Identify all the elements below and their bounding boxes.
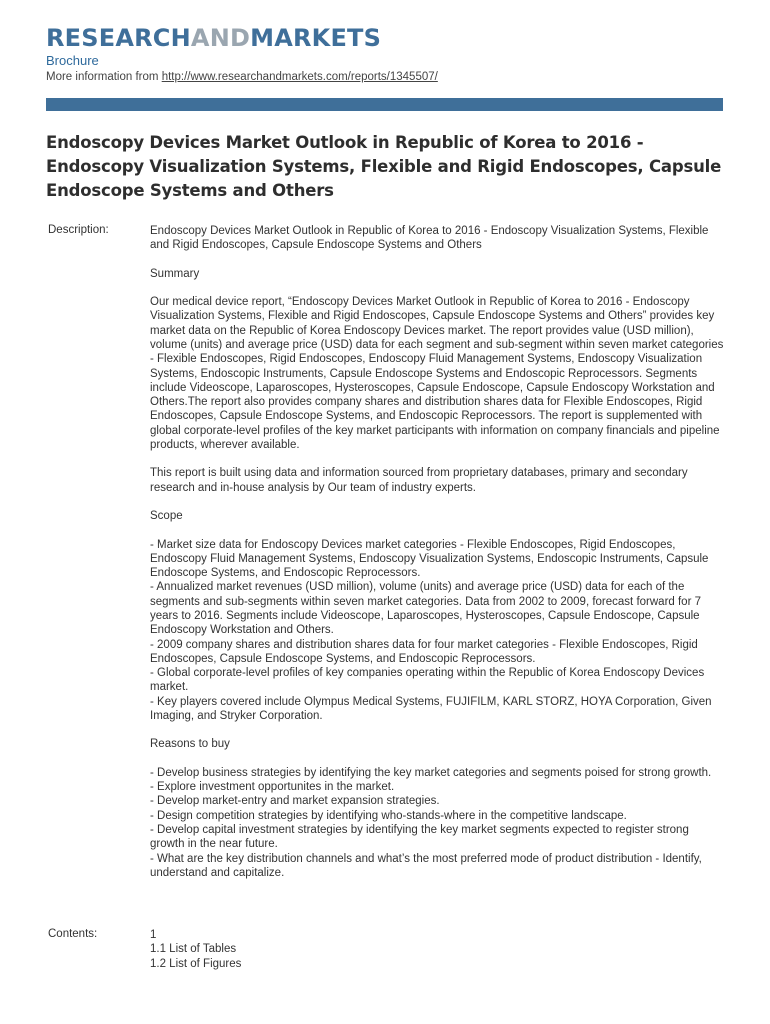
contents-label: Contents: <box>48 928 98 940</box>
scope-item: - Key players covered include Olympus Medical Systems, FUJIFILM, KARL STORZ, HOYA Corporation, Given Imaging, and Stryker Corporation. <box>150 695 712 723</box>
reason-item: - Develop market-entry and market expansion strategies. <box>150 795 440 808</box>
description-body <box>150 224 724 894</box>
description-label: Description: <box>48 224 109 236</box>
summary-text: Our medical device report, “Endoscopy Devices Market Outlook in Republic of Korea to 2016 - Endoscopy Visualization Systems, Flexible and Rigid Endoscopes, Capsule Endoscope Systems and Others” provides key market data on the Republic of Korea Endoscopy Devices market. The report provides value (USD million), volume (units) and average price (USD) data for each segment and sub-segment within seven market categories - Flexible Endoscopes, Rigid Endoscopes, Endoscopy Fluid Management Systems, Endoscopy Visualization Systems, Endoscopic Instruments, Capsule Endoscope Systems and Endoscopic Reprocessors. Segments include Videoscope, Laparoscopes, Hysteroscopes, Capsule Endoscope, Capsule Endoscopy Workstation and Others.The report also provides company shares and distribution shares data for Flexible Endoscopes, Rigid Endoscopes, Capsule Endoscope Systems, and Endoscopic Reprocessors. The report is supplemented with global corporate-level profiles of the key market participants with information on company financials and pipeline products, wherever available. <box>150 296 724 452</box>
scope-heading: Scope <box>150 510 183 523</box>
logo-research: RESEARCH <box>46 24 191 52</box>
reason-item: - Explore investment opportunites in the market. <box>150 781 395 794</box>
contents-item: 1 <box>150 929 157 941</box>
page-title: Endoscopy Devices Market Outlook in Republic of Korea to 2016 - Endoscopy Visualization Systems, Flexible and Rigid Endoscopes, Capsule Endoscope Systems and Others <box>46 133 722 200</box>
more-info-prefix: More information from <box>46 71 162 83</box>
contents-list <box>150 928 724 971</box>
reason-item: - Design competition strategies by identifying who-stands-where in the competitive landscape. <box>150 809 627 822</box>
scope-item: - Market size data for Endoscopy Devices market categories - Flexible Endoscopes, Rigid Endoscopes, Endoscopy Fluid Management Systems, Endoscopy Visualization Systems, Endoscopic Instruments, Capsule Endoscope Systems, and Endoscopic Reprocessors. <box>150 538 709 580</box>
scope-item: - Annualized market revenues (USD million), volume (units) and average price (USD) data for each of the segments and sub-segments within seven market categories. Data from 2002 to 2009, forecast forward for 7 years to 2016. Segments include Videoscope, Laparoscopes, Hysteroscopes, Capsule Endoscope, Capsule Endoscopy Workstation and Others. <box>150 581 702 637</box>
scope-list <box>150 538 724 724</box>
research-text: This report is built using data and information sourced from proprietary databases, primary and secondary research and in-house analysis by Our team of industry experts. <box>150 467 688 494</box>
contents-item: 1.1 List of Tables <box>150 943 237 956</box>
reason-item: - Develop capital investment strategies by identifying the key market segments expected to register strong growth in the near future. <box>150 824 689 851</box>
scope-item: - 2009 company shares and distribution shares data for four market categories - Flexible Endoscopes, Rigid Endoscopes, Capsule Endoscope Systems, and Endoscopic Reprocessors. <box>150 638 698 665</box>
brochure-label: Brochure <box>46 53 99 68</box>
reason-item: - Develop business strategies by identifying the key market categories and segments poised for strong growth. <box>150 766 712 779</box>
header-divider-bar <box>46 98 723 111</box>
reasons-list <box>150 766 724 880</box>
more-info <box>46 71 438 83</box>
logo <box>46 24 381 52</box>
reasons-heading: Reasons to buy <box>150 738 230 751</box>
description-intro: Endoscopy Devices Market Outlook in Republic of Korea to 2016 - Endoscopy Visualization Systems, Flexible and Rigid Endoscopes, Capsule Endoscope Systems and Others <box>150 225 709 252</box>
logo-markets: MARKETS <box>250 24 382 52</box>
contents-item: 1.2 List of Figures <box>150 957 242 970</box>
logo-and: AND <box>190 24 251 52</box>
scope-item: - Global corporate-level profiles of key companies operating within the Republic of Korea Endoscopy Devices market. <box>150 667 705 694</box>
reason-item: - What are the key distribution channels and what’s the most preferred mode of product distribution - Identify, understand and capitalize. <box>150 852 702 879</box>
summary-heading: Summary <box>150 267 200 280</box>
report-link[interactable]: http://www.researchandmarkets.com/reports/1345507/ <box>161 71 438 83</box>
